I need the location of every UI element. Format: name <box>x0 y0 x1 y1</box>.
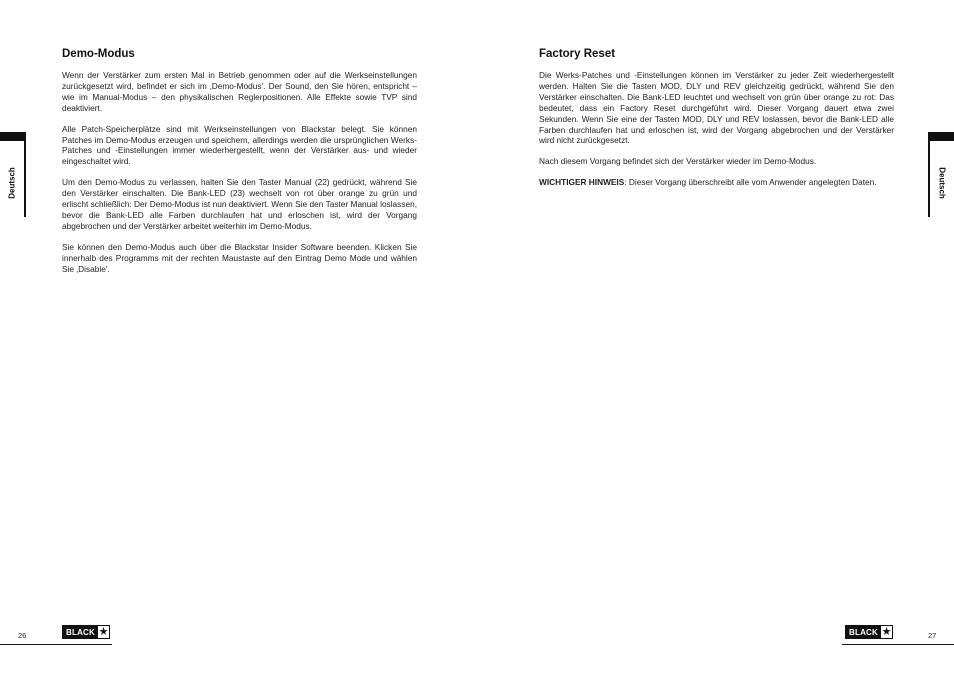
page-number-right: 27 <box>928 631 937 640</box>
side-tab-left <box>0 132 26 217</box>
footer-rule-left <box>0 644 112 645</box>
note-label: WICHTIGER HINWEIS <box>539 177 625 188</box>
paragraph: Wenn der Verstärker zum ersten Mal in Betrieb genommen oder auf die Werkseinstellungen zurückgesetzt wird, befindet er sich im ‚Demo-Modus'. Der Sound, den Sie hören, entspricht – wie im Manual-Modus – den physikalischen Reglerpositionen. Alle Effekte sowie TVP sind deaktiviert. <box>62 70 417 113</box>
paragraph: Alle Patch-Speicherplätze sind mit Werkseinstellungen von Blackstar belegt. Sie können Patches im Demo-Modus erzeugen und speichern, allerdings werden die ursprünglichen Werks-Patches und -Einstellungen immer wiederhergestellt, wenn der Verstärker aus- und wieder eingeschaltet wird. <box>62 123 417 167</box>
side-tab-label: Deutsch <box>937 167 947 199</box>
section-heading-demo-modus: Demo-Modus <box>62 48 135 60</box>
section-heading-factory-reset: Factory Reset <box>539 48 616 60</box>
paragraph: Um den Demo-Modus zu verlassen, halten Sie den Taster Manual (22) gedrückt, während Sie den Verstärker einschalten. Die Bank-LED (23) wechselt von rot über orange zu grün und erlischt schließlich: Der Demo-Modus ist nun deaktiviert. Wenn Sie den Taster Manual loslassen, bevor die Bank-LED alle Farben durchlaufen hat und erloschen ist, wird der Vorgang abgebrochen und der Verstärker arbeitet weiterhin im Demo-Modus. <box>62 177 417 231</box>
footer-rule-right <box>842 644 954 645</box>
paragraph: Die Werks-Patches und -Einstellungen können im Verstärker zu jeder Zeit wiederhergestellt werden. Halten Sie die Tasten MOD, DLY und REV gleichzeitig gedrückt, während Sie den Verstärker einschalten. Die Bank-LED leuchtet und wechselt von grün über orange zu rot: Das bedeutet, dass ein Factory Reset durchgeführt wird. Dieser Vorgang dauert etwa zwei Sekunden. Wenn Sie eine der Tasten MOD, DLY und REV loslassen, bevor die Bank-LED alle Farben durchlaufen hat und erloschen ist, wird der Vorgang abgebrochen und der Verstärker wird nicht zurückgesetzt. <box>539 70 894 146</box>
star-icon: ★ <box>881 625 892 638</box>
note-paragraph <box>539 177 894 188</box>
blackstar-logo <box>62 625 110 639</box>
side-tab-right <box>928 132 954 217</box>
page-number-left: 26 <box>18 631 27 640</box>
blackstar-logo <box>845 625 893 639</box>
logo-word: BLACK <box>846 626 881 638</box>
left-page-content <box>62 48 417 285</box>
paragraph: Sie können den Demo-Modus auch über die Blackstar Insider Software beenden. Klicken Sie innerhalb des Programms mit der rechten Maustaste auf den Eintrag Demo Mode und wählen Sie ‚Disable'. <box>62 241 417 274</box>
side-tab-label: Deutsch <box>7 167 17 199</box>
right-page-content <box>539 48 894 198</box>
star-icon: ★ <box>98 625 109 638</box>
logo-word: BLACK <box>63 626 98 638</box>
paragraph: Nach diesem Vorgang befindet sich der Verstärker wieder im Demo-Modus. <box>539 156 817 167</box>
note-text: : Dieser Vorgang überschreibt alle vom Anwender angelegten Daten. <box>624 177 877 188</box>
